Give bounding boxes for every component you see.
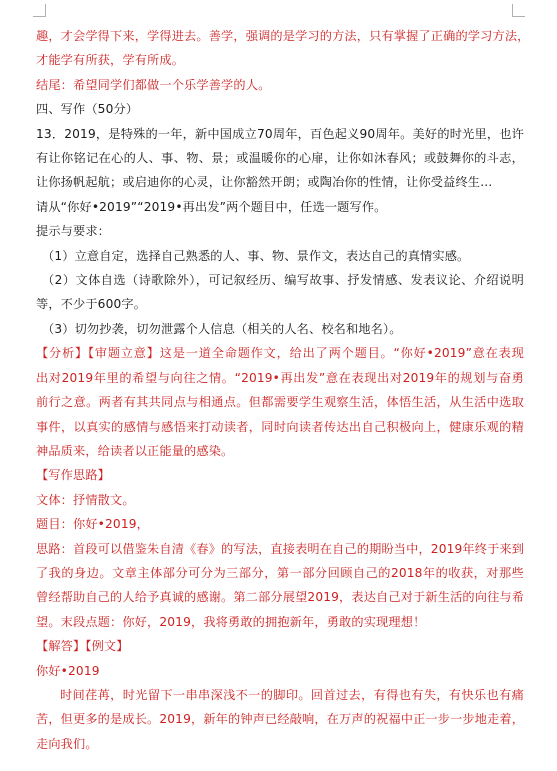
text-line: 思路：首段可以借鉴朱自清《春》的写法，直接表明在自己的期盼当中，2019年终于来到 [36, 541, 525, 556]
text-line: 前行之意。两者有其共同点与相通点。但都需要学生观察生活，体悟生活，从生活中选取 [36, 395, 524, 410]
text-line: 让你扬帆起航；或启迪你的心灵，让你豁然开朗；或陶冶你的性情，让你受益终生… [36, 175, 493, 190]
text-line: 才能学有所获，学有所成。 [36, 53, 185, 68]
text-line: 有让你铭记在心的人、事、物、景；或温暖你的心扉，让你如沐春风；或鼓舞你的斗志， [36, 151, 524, 166]
text-line: 题目：你好•2019， [36, 517, 149, 532]
text-line: 【解答】【例文】 [36, 639, 129, 654]
text-line: 了我的身边。文章主体部分可分为三部分，第一部分回顾自己的2018年的收获，对那些 [36, 565, 524, 580]
text-line: 曾经帮助自己的人给予真诚的感谢。第二部分展望2019，表达自己对于新生活的向往与希 [36, 590, 525, 605]
text-line: 【写作思路】 [36, 468, 111, 483]
text-line: 苦，但更多的是成长。2019，新年的钟声已经敲响，在万声的祝福中正一步一步地走着， [36, 712, 525, 727]
text-line: 等，不少于600字。 [36, 297, 147, 312]
margin-corner-mark-right [512, 4, 525, 17]
text-line: 文体：抒情散文。 [36, 492, 135, 507]
text-line: （3）切勿抄袭，切勿泄露个人信息（相关的人名、校名和地名）。 [42, 321, 402, 336]
text-line: 结尾：希望同学们都做一个乐学善学的人。 [36, 77, 271, 92]
text-line: 出对2019年里的希望与向往之情。“2019•再出发”意在表现出对2019年的规划与奋勇 [36, 370, 524, 385]
text-line: 神品质来，给读者以正能量的感染。 [36, 443, 234, 458]
text-line: 【分析】【审题立意】这是一道全命题作文，给出了两个题目。“你好•2019”意在表现 [36, 346, 524, 361]
text-line: 请从“你好•2019”“2019•再出发”两个题目中，任选一题写作。 [36, 199, 387, 214]
text-line: 提示与要求： [36, 224, 111, 239]
text-line: 事件，以真实的感情与感悟来打动读者，同时向读者传达出自己积极向上，健康乐观的精 [36, 419, 524, 434]
text-line: （2）文体自选（诗歌除外），可记叙经历、编写故事、抒发情感、发表议论、介绍说明 [42, 273, 524, 288]
text-line: （1）立意自定，选择自己熟悉的人、事、物、景作文，表达自己的真情实感。 [42, 248, 470, 263]
text-line: 四、写作（50分） [36, 102, 139, 117]
text-line: 走向我们。 [36, 736, 98, 751]
text-line: 趣，才会学得下来，学得进去。善学，强调的是学习的方法，只有掌握了正确的学习方法， [36, 29, 530, 43]
text-line: 13．2019，是特殊的一年，新中国成立70周年，百色起义90周年。美好的时光里，也许 [36, 126, 524, 141]
text-line: 你好•2019 [36, 663, 100, 678]
margin-corner-mark-left [33, 4, 46, 17]
text-line: 时间荏苒，时光留下一串串深浅不一的脚印。回首过去，有得也有失，有快乐也有痛 [60, 687, 524, 702]
text-line: 望。末段点题：你好，2019，我将勇敢的拥抱新年，勇敢的实现理想！ [36, 614, 426, 629]
document-body [36, 24, 530, 756]
